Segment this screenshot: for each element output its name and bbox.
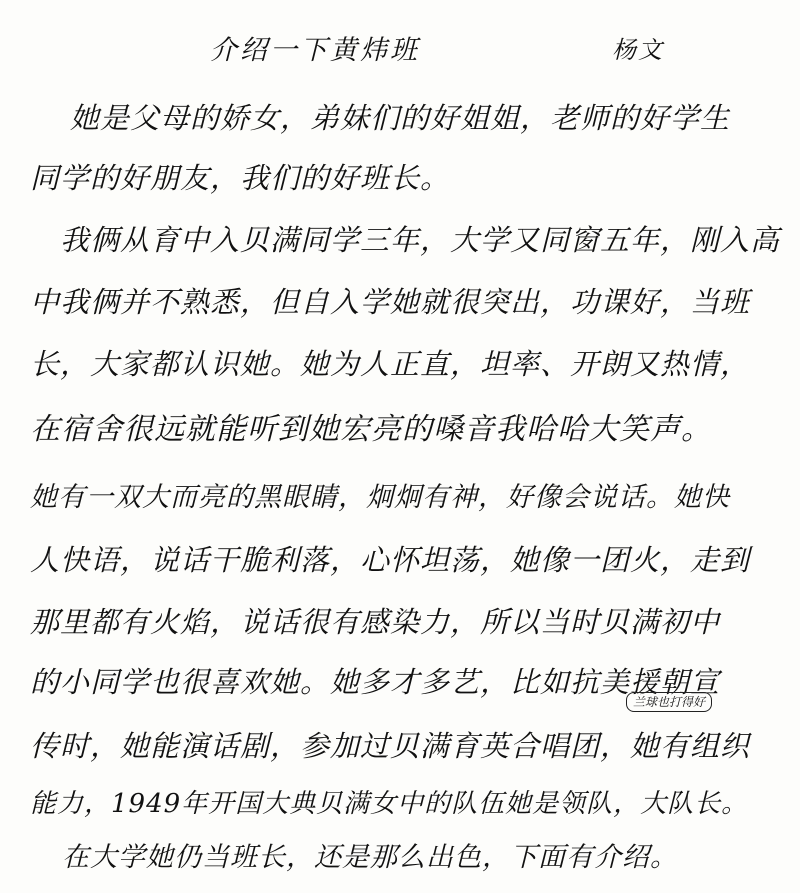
text-line-5: 长，大家都认识她。她为人正直，坦率、开朗又热情， — [30, 347, 751, 381]
text-line-3: 我俩从育中入贝满同学三年，大学又同窗五年，刚入高 — [60, 223, 781, 257]
text-line-1: 她是父母的娇女，弟妹们的好姐姐，老师的好学生 — [70, 101, 731, 135]
text-line-9: 那里都有火焰，说话很有感染力，所以当时贝满初中 — [30, 605, 721, 639]
text-line-11: 传时，她能演话剧，参加过贝满育英合唱团，她有组织 — [30, 729, 751, 763]
margin-note: 兰球也打得好 — [626, 692, 712, 712]
text-line-13: 在大学她仍当班长，还是那么出色，下面有介绍。 — [62, 842, 678, 873]
text-line-4: 中我俩并不熟悉，但自入学她就很突出，功课好，当班 — [30, 285, 751, 319]
document-title: 介绍一下黄炜班 — [210, 35, 420, 66]
text-line-6: 在宿舍很远就能听到她宏亮的嗓音我哈哈大笑声。 — [30, 412, 712, 447]
text-line-12: 能力，1949年开国大典贝满女中的队伍她是领队，大队长。 — [30, 789, 749, 819]
text-line-2: 同学的好朋友，我们的好班长。 — [30, 161, 451, 195]
text-line-7: 她有一双大而亮的黑眼睛，炯炯有神，好像会说话。她快 — [30, 482, 730, 513]
text-line-8: 人快语，说话干脆利落，心怀坦荡，她像一团火，走到 — [30, 543, 751, 577]
text-line-10: 的小同学也很喜欢她。她多才多艺，比如抗美援朝宣 — [30, 665, 721, 699]
title-row — [0, 28, 800, 68]
author-name: 杨文 — [612, 36, 664, 64]
